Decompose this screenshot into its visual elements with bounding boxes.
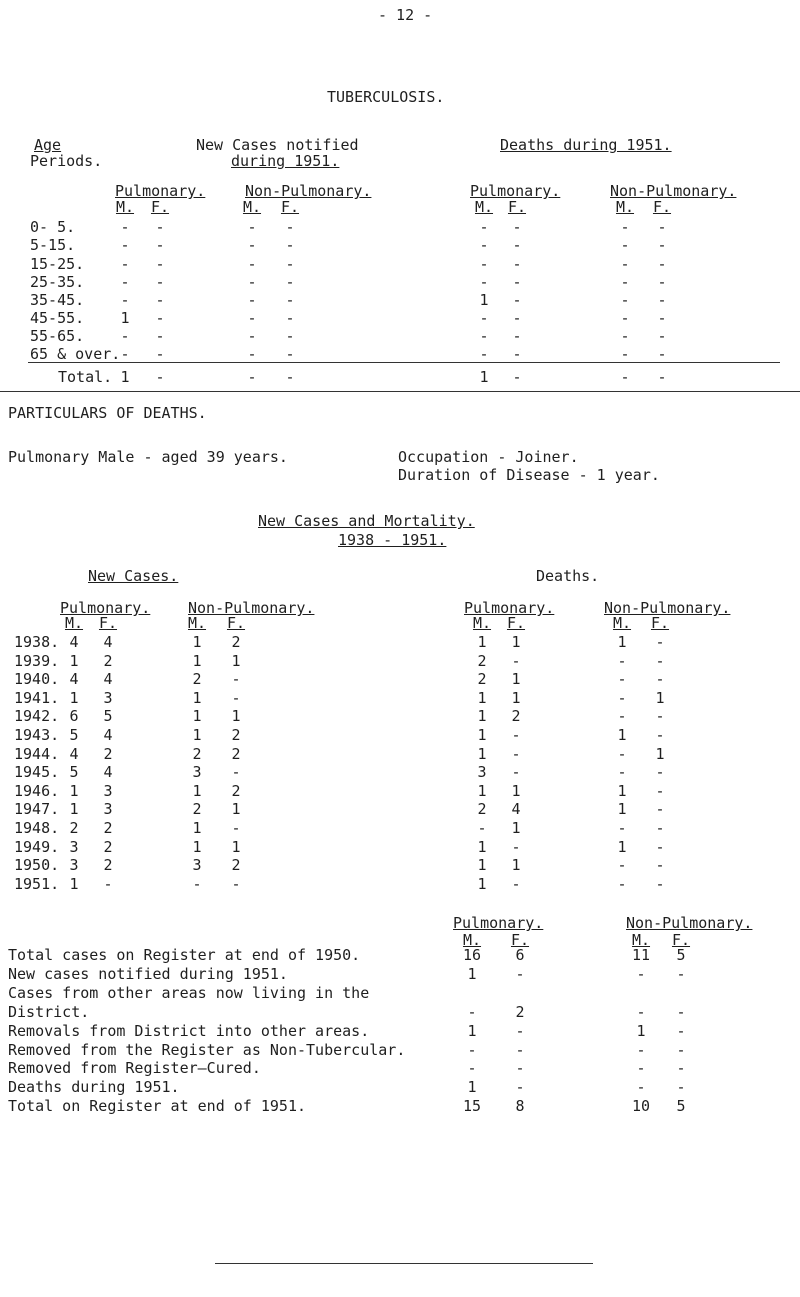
table-cell: - xyxy=(155,327,165,345)
male-header: M. xyxy=(242,198,262,216)
table-cell: - xyxy=(655,782,665,800)
table-cell: 2 xyxy=(231,633,241,651)
table-cell: - xyxy=(512,291,522,309)
register-row-label: Removed from Register—Cured. xyxy=(8,1059,261,1077)
table-cell: 2 xyxy=(192,800,202,818)
particulars-occupation: Occupation - Joiner. xyxy=(398,448,579,466)
table-cell: - xyxy=(655,875,665,893)
table-cell: 2 xyxy=(69,819,79,837)
year-label: 1951. xyxy=(14,875,60,893)
year-label: 1945. xyxy=(14,763,60,781)
register-row-label: Removed from the Register as Non-Tubercular. xyxy=(8,1041,406,1059)
table-cell: 3 xyxy=(192,763,202,781)
register-row-label: Total on Register at end of 1951. xyxy=(8,1097,307,1115)
table-cell: - xyxy=(231,689,241,707)
total-divider-bottom xyxy=(0,391,800,392)
table-cell: - xyxy=(511,838,521,856)
register-row-label: Deaths during 1951. xyxy=(8,1078,180,1096)
table-cell: - xyxy=(120,255,130,273)
table-cell: - xyxy=(467,1059,477,1077)
table-cell: 1 xyxy=(69,875,79,893)
table-cell: 4 xyxy=(69,745,79,763)
table-cell: 4 xyxy=(103,726,113,744)
total-cell: - xyxy=(247,368,257,386)
table-cell: 1 xyxy=(477,689,487,707)
table-cell: - xyxy=(479,236,489,254)
female-header: F. xyxy=(671,931,691,949)
table-cell: - xyxy=(617,652,627,670)
table-cell: - xyxy=(511,745,521,763)
table-cell: 2 xyxy=(192,670,202,688)
table-cell: - xyxy=(155,218,165,236)
table-cell: 1 xyxy=(192,633,202,651)
register-row-label: Total cases on Register at end of 1950. xyxy=(8,946,361,964)
table-cell: - xyxy=(247,273,257,291)
table-cell: - xyxy=(657,236,667,254)
table-cell: - xyxy=(655,819,665,837)
table-cell: - xyxy=(512,309,522,327)
table-cell: - xyxy=(657,218,667,236)
table-cell: 1 xyxy=(617,726,627,744)
year-label: 1940. xyxy=(14,670,60,688)
male-header: M. xyxy=(474,198,494,216)
table-cell: 1 xyxy=(477,707,487,725)
table-cell: - xyxy=(655,838,665,856)
table-cell: 1 xyxy=(511,633,521,651)
table-cell: 1 xyxy=(511,670,521,688)
deaths-label: Deaths. xyxy=(536,567,600,585)
table-cell: - xyxy=(620,218,630,236)
table-cell: - xyxy=(285,218,295,236)
table-cell: - xyxy=(617,819,627,837)
year-label: 1938. xyxy=(14,633,60,651)
table-cell: 2 xyxy=(103,819,113,837)
table-cell: - xyxy=(657,309,667,327)
deaths-non-pulmonary-header: Non-Pulmonary. xyxy=(610,182,737,200)
table-cell: 10 xyxy=(631,1097,651,1115)
table-cell: 1 xyxy=(617,633,627,651)
table-cell: - xyxy=(512,218,522,236)
table-cell: - xyxy=(247,255,257,273)
table-cell: 2 xyxy=(103,838,113,856)
year-label: 1950. xyxy=(14,856,60,874)
total-cell: - xyxy=(155,368,165,386)
table-cell: - xyxy=(655,652,665,670)
total-label: Total. xyxy=(58,368,113,386)
table-cell: 1 xyxy=(192,689,202,707)
table-cell: - xyxy=(515,965,525,983)
table-cell: - xyxy=(231,875,241,893)
table-cell: - xyxy=(655,763,665,781)
table-cell: 1 xyxy=(477,875,487,893)
table-cell: 1 xyxy=(467,1022,477,1040)
table-cell: 1 xyxy=(655,689,665,707)
table-cell: 1 xyxy=(617,800,627,818)
year-label: 1942. xyxy=(14,707,60,725)
mort-non-pulmonary-header: Non-Pulmonary. xyxy=(188,599,315,617)
table-cell: 1 xyxy=(636,1022,646,1040)
table-cell: - xyxy=(511,875,521,893)
table-cell: 1 xyxy=(511,782,521,800)
table-cell: - xyxy=(676,965,686,983)
year-label: 1947. xyxy=(14,800,60,818)
table-cell: 2 xyxy=(231,782,241,800)
table-cell: - xyxy=(620,236,630,254)
table-cell: - xyxy=(655,670,665,688)
table-cell: 1 xyxy=(192,707,202,725)
particulars-heading: PARTICULARS OF DEATHS. xyxy=(8,404,207,422)
mortality-heading: New Cases and Mortality. xyxy=(258,512,475,530)
page-number: - 12 - xyxy=(378,6,433,24)
particulars-duration: Duration of Disease - 1 year. xyxy=(398,466,660,484)
table-cell: - xyxy=(477,819,487,837)
age-period-label: 15-25. xyxy=(30,255,85,273)
deaths-header: Deaths during 1951. xyxy=(500,136,672,154)
new-cases-label: New Cases. xyxy=(88,567,179,585)
table-cell: 4 xyxy=(69,633,79,651)
table-cell: 1 xyxy=(477,856,487,874)
reg-non-pulmonary-header: Non-Pulmonary. xyxy=(626,914,753,932)
table-cell: - xyxy=(620,273,630,291)
age-period-label: 5-15. xyxy=(30,236,76,254)
table-cell: - xyxy=(676,1041,686,1059)
total-divider-top xyxy=(28,362,780,363)
total-cell: - xyxy=(285,368,295,386)
table-cell: - xyxy=(620,291,630,309)
table-cell: - xyxy=(231,670,241,688)
year-label: 1946. xyxy=(14,782,60,800)
table-cell: - xyxy=(512,255,522,273)
total-cell: 1 xyxy=(479,368,489,386)
table-cell: - xyxy=(655,633,665,651)
table-cell: 2 xyxy=(231,745,241,763)
table-cell: 1 xyxy=(477,838,487,856)
table-cell: 3 xyxy=(69,856,79,874)
table-cell: - xyxy=(617,856,627,874)
table-cell: - xyxy=(515,1059,525,1077)
table-cell: 4 xyxy=(103,633,113,651)
age-period-label: 0- 5. xyxy=(30,218,76,236)
table-cell: 2 xyxy=(477,652,487,670)
non-pulmonary-header: Non-Pulmonary. xyxy=(245,182,372,200)
table-cell: 1 xyxy=(192,838,202,856)
total-cell: 1 xyxy=(120,368,130,386)
male-header: M. xyxy=(615,198,635,216)
table-cell: - xyxy=(617,875,627,893)
table-cell: - xyxy=(515,1022,525,1040)
table-cell: 3 xyxy=(103,782,113,800)
table-cell: - xyxy=(655,707,665,725)
table-cell: 2 xyxy=(192,745,202,763)
table-cell: - xyxy=(247,345,257,363)
table-cell: 1 xyxy=(477,745,487,763)
table-cell: - xyxy=(120,273,130,291)
table-cell: - xyxy=(103,875,113,893)
table-cell: 3 xyxy=(192,856,202,874)
table-cell: - xyxy=(676,1059,686,1077)
table-cell: - xyxy=(512,345,522,363)
total-cell: - xyxy=(512,368,522,386)
table-cell: 5 xyxy=(69,726,79,744)
table-cell: - xyxy=(479,345,489,363)
male-header: M. xyxy=(631,931,651,949)
table-cell: 1 xyxy=(511,819,521,837)
year-label: 1949. xyxy=(14,838,60,856)
table-cell: 2 xyxy=(103,652,113,670)
table-cell: - xyxy=(511,726,521,744)
table-cell: - xyxy=(120,327,130,345)
table-cell: - xyxy=(620,309,630,327)
table-cell: 3 xyxy=(103,800,113,818)
total-cell: - xyxy=(620,368,630,386)
table-cell: 1 xyxy=(69,689,79,707)
table-cell: - xyxy=(285,273,295,291)
table-cell: - xyxy=(479,309,489,327)
register-row-label: Cases from other areas now living in the xyxy=(8,984,370,1002)
age-period-label: 45-55. xyxy=(30,309,85,327)
deaths-pulmonary-header: Pulmonary. xyxy=(470,182,561,200)
table-cell: 1 xyxy=(192,726,202,744)
table-cell: - xyxy=(155,255,165,273)
table-cell: - xyxy=(155,309,165,327)
table-cell: - xyxy=(617,707,627,725)
table-cell: 4 xyxy=(103,670,113,688)
table-cell: - xyxy=(479,327,489,345)
age-period-label: 35-45. xyxy=(30,291,85,309)
periods-header: Periods. xyxy=(30,152,103,170)
table-cell: - xyxy=(192,875,202,893)
table-cell: 1 xyxy=(467,1078,477,1096)
table-cell: 1 xyxy=(231,707,241,725)
table-cell: - xyxy=(657,327,667,345)
table-cell: - xyxy=(247,309,257,327)
table-cell: - xyxy=(155,291,165,309)
age-period-label: 25-35. xyxy=(30,273,85,291)
register-row-label: Removals from District into other areas. xyxy=(8,1022,370,1040)
table-cell: 1 xyxy=(231,652,241,670)
female-header: F. xyxy=(98,614,118,632)
table-cell: - xyxy=(247,218,257,236)
female-header: F. xyxy=(150,198,170,216)
table-cell: 5 xyxy=(676,1097,686,1115)
table-cell: - xyxy=(120,345,130,363)
table-cell: - xyxy=(120,218,130,236)
table-cell: 2 xyxy=(511,707,521,725)
age-period-label: 65 & over. xyxy=(30,345,121,363)
table-cell: - xyxy=(657,273,667,291)
pulmonary-header: Pulmonary. xyxy=(115,182,206,200)
male-header: M. xyxy=(612,614,632,632)
mort-pulmonary-header: Pulmonary. xyxy=(60,599,151,617)
year-label: 1943. xyxy=(14,726,60,744)
table-cell: - xyxy=(120,291,130,309)
table-cell: 2 xyxy=(515,1003,525,1021)
female-header: F. xyxy=(650,614,670,632)
year-label: 1948. xyxy=(14,819,60,837)
table-cell: 6 xyxy=(515,946,525,964)
table-cell: - xyxy=(636,1003,646,1021)
table-cell: - xyxy=(285,255,295,273)
table-cell: - xyxy=(467,1003,477,1021)
table-cell: - xyxy=(511,763,521,781)
male-header: M. xyxy=(462,931,482,949)
table-cell: - xyxy=(247,327,257,345)
female-header: F. xyxy=(652,198,672,216)
end-rule xyxy=(215,1263,593,1264)
table-cell: 3 xyxy=(69,838,79,856)
table-cell: - xyxy=(231,819,241,837)
new-cases-header-year: during 1951. xyxy=(231,152,340,170)
table-cell: - xyxy=(479,218,489,236)
table-cell: - xyxy=(515,1078,525,1096)
age-header: Age xyxy=(34,136,62,154)
table-cell: - xyxy=(231,763,241,781)
particulars-line: Pulmonary Male - aged 39 years. xyxy=(8,448,288,466)
table-cell: - xyxy=(285,345,295,363)
table-cell: - xyxy=(512,273,522,291)
table-cell: - xyxy=(676,1078,686,1096)
table-cell: - xyxy=(617,670,627,688)
table-cell: 1 xyxy=(511,689,521,707)
table-cell: - xyxy=(655,856,665,874)
table-cell: 16 xyxy=(462,946,482,964)
table-cell: - xyxy=(155,273,165,291)
table-cell: 1 xyxy=(477,782,487,800)
table-cell: 1 xyxy=(617,838,627,856)
table-cell: - xyxy=(617,763,627,781)
table-cell: 1 xyxy=(69,800,79,818)
table-cell: - xyxy=(247,291,257,309)
table-cell: 5 xyxy=(69,763,79,781)
table-cell: - xyxy=(479,255,489,273)
table-cell: 1 xyxy=(69,782,79,800)
table-cell: - xyxy=(285,291,295,309)
table-cell: 1 xyxy=(467,965,477,983)
female-header: F. xyxy=(226,614,246,632)
table-cell: - xyxy=(617,689,627,707)
year-label: 1941. xyxy=(14,689,60,707)
table-cell: - xyxy=(657,345,667,363)
reg-pulmonary-header: Pulmonary. xyxy=(453,914,544,932)
table-cell: 1 xyxy=(192,782,202,800)
female-header: F. xyxy=(507,198,527,216)
register-row-label: New cases notified during 1951. xyxy=(8,965,288,983)
year-label: 1944. xyxy=(14,745,60,763)
table-cell: 4 xyxy=(103,763,113,781)
table-cell: 4 xyxy=(69,670,79,688)
table-cell: 2 xyxy=(477,670,487,688)
table-cell: 1 xyxy=(192,819,202,837)
table-cell: - xyxy=(620,255,630,273)
female-header: F. xyxy=(510,931,530,949)
female-header: F. xyxy=(280,198,300,216)
table-cell: - xyxy=(512,327,522,345)
table-cell: 1 xyxy=(511,856,521,874)
table-cell: - xyxy=(511,652,521,670)
table-cell: - xyxy=(285,236,295,254)
table-cell: - xyxy=(620,345,630,363)
table-cell: - xyxy=(512,236,522,254)
table-cell: 1 xyxy=(477,726,487,744)
table-cell: - xyxy=(285,327,295,345)
table-cell: - xyxy=(515,1041,525,1059)
table-cell: - xyxy=(617,745,627,763)
table-cell: 3 xyxy=(103,689,113,707)
table-cell: 2 xyxy=(103,745,113,763)
table-cell: 4 xyxy=(511,800,521,818)
table-cell: - xyxy=(120,236,130,254)
new-cases-header: New Cases notified xyxy=(196,136,359,154)
table-cell: - xyxy=(676,1022,686,1040)
mortality-period: 1938 - 1951. xyxy=(338,531,447,549)
table-cell: - xyxy=(155,236,165,254)
table-cell: - xyxy=(636,1041,646,1059)
male-header: M. xyxy=(64,614,84,632)
table-cell: - xyxy=(657,291,667,309)
total-cell: - xyxy=(657,368,667,386)
table-cell: 8 xyxy=(515,1097,525,1115)
table-cell: 2 xyxy=(477,800,487,818)
female-header: F. xyxy=(506,614,526,632)
register-row-label: District. xyxy=(8,1003,90,1021)
table-cell: 15 xyxy=(462,1097,482,1115)
table-cell: 5 xyxy=(676,946,686,964)
table-cell: 2 xyxy=(231,856,241,874)
table-cell: 6 xyxy=(69,707,79,725)
table-cell: 3 xyxy=(477,763,487,781)
table-cell: 1 xyxy=(120,309,130,327)
year-label: 1939. xyxy=(14,652,60,670)
table-cell: 11 xyxy=(631,946,651,964)
table-cell: - xyxy=(636,1078,646,1096)
table-cell: - xyxy=(479,273,489,291)
age-period-label: 55-65. xyxy=(30,327,85,345)
table-cell: - xyxy=(155,345,165,363)
mort-deaths-pulmonary-header: Pulmonary. xyxy=(464,599,555,617)
table-cell: 1 xyxy=(479,291,489,309)
table-cell: - xyxy=(636,965,646,983)
male-header: M. xyxy=(115,198,135,216)
table-cell: - xyxy=(655,726,665,744)
table-cell: 2 xyxy=(231,726,241,744)
table-cell: - xyxy=(676,1003,686,1021)
table-cell: - xyxy=(620,327,630,345)
table-cell: - xyxy=(247,236,257,254)
table-cell: 1 xyxy=(192,652,202,670)
page-title: TUBERCULOSIS. xyxy=(327,88,445,106)
table-cell: 1 xyxy=(477,633,487,651)
table-cell: 5 xyxy=(103,707,113,725)
table-cell: 2 xyxy=(103,856,113,874)
male-header: M. xyxy=(472,614,492,632)
table-cell: 1 xyxy=(69,652,79,670)
table-cell: - xyxy=(467,1041,477,1059)
table-cell: - xyxy=(636,1059,646,1077)
male-header: M. xyxy=(187,614,207,632)
table-cell: - xyxy=(285,309,295,327)
table-cell: 1 xyxy=(617,782,627,800)
table-cell: 1 xyxy=(655,745,665,763)
table-cell: - xyxy=(657,255,667,273)
table-cell: - xyxy=(655,800,665,818)
table-cell: 1 xyxy=(231,800,241,818)
mort-deaths-non-pulmonary-header: Non-Pulmonary. xyxy=(604,599,731,617)
table-cell: 1 xyxy=(231,838,241,856)
